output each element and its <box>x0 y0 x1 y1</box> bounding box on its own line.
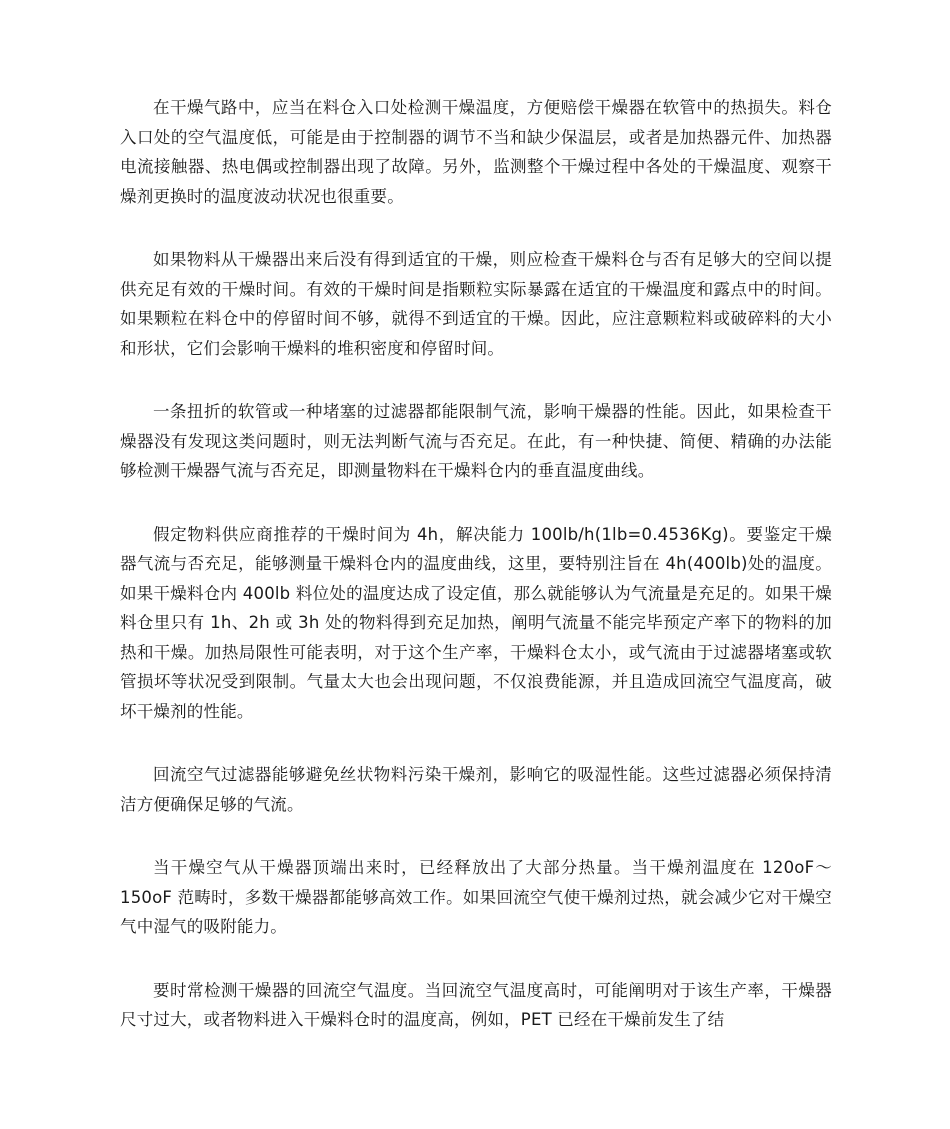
paragraph-1: 在干燥气路中，应当在料仓入口处检测干燥温度，方便赔偿干燥器在软管中的热损失。料仓入口处的空气温度低，可能是由于控制器的调节不当和缺少保温层，或者是加热器元件、加热器电流接触器、热电偶或控制器出现了故障。另外，监测整个干燥过程中各处的干燥温度、观察干燥剂更换时的温度波动状况也很重要。 <box>120 98 832 206</box>
paragraph-7: 要时常检测干燥器的回流空气温度。当回流空气温度高时，可能阐明对于该生产率，干燥器尺寸过大，或者物料进入干燥料仓时的温度高，例如，PET 已经在干燥前发生了结 <box>120 980 832 1029</box>
paragraph-3: 一条扭折的软管或一种堵塞的过滤器都能限制气流，影响干燥器的性能。因此，如果检查干燥器没有发现这类问题时，则无法判断气流与否充足。在此，有一种快捷、简便、精确的办法能够检测干燥器气流与否充足，即测量物料在干燥料仓内的垂直温度曲线。 <box>120 402 832 480</box>
document-body <box>120 93 832 1069</box>
paragraph-2: 如果物料从干燥器出来后没有得到适宜的干燥，则应检查干燥料仓与否有足够大的空间以提供充足有效的干燥时间。有效的干燥时间是指颗粒实际暴露在适宜的干燥温度和露点中的时间。如果颗粒在料仓中的停留时间不够，就得不到适宜的干燥。因此，应注意颗粒料或破碎料的大小和形状，它们会影响干燥料的堆积密度和停留时间。 <box>120 250 832 358</box>
paragraph-4: 假定物料供应商推荐的干燥时间为 4h，解决能力 100lb/h(1lb=0.4536Kg)。要鉴定干燥器气流与否充足，能够测量干燥料仓内的温度曲线，这里，要特别注旨在 4h(400lb)处的温度。如果干燥料仓内 400lb 料位处的温度达成了设定值，那么就能够认为气流量是充足的。如果干燥料仓里只有 1h、2h 或 3h 处的物料得到充足加热，阐明气流量不能完毕预定产率下的物料的加热和干燥。加热局限性可能表明，对于这个生产率，干燥料仓太小，或气流由于过滤器堵塞或软管损坏等状况受到限制。气量太大也会出现问题，不仅浪费能源，并且造成回流空气温度高，破坏干燥剂的性能。 <box>120 524 832 721</box>
paragraph-6: 当干燥空气从干燥器顶端出来时，已经释放出了大部分热量。当干燥剂温度在 120oF～150oF 范畴时，多数干燥器都能够高效工作。如果回流空气使干燥剂过热，就会减少它对干燥空气中湿气的吸附能力。 <box>120 858 832 936</box>
paragraph-5: 回流空气过滤器能够避免丝状物料污染干燥剂，影响它的吸湿性能。这些过滤器必须保持清洁方便确保足够的气流。 <box>120 765 832 814</box>
